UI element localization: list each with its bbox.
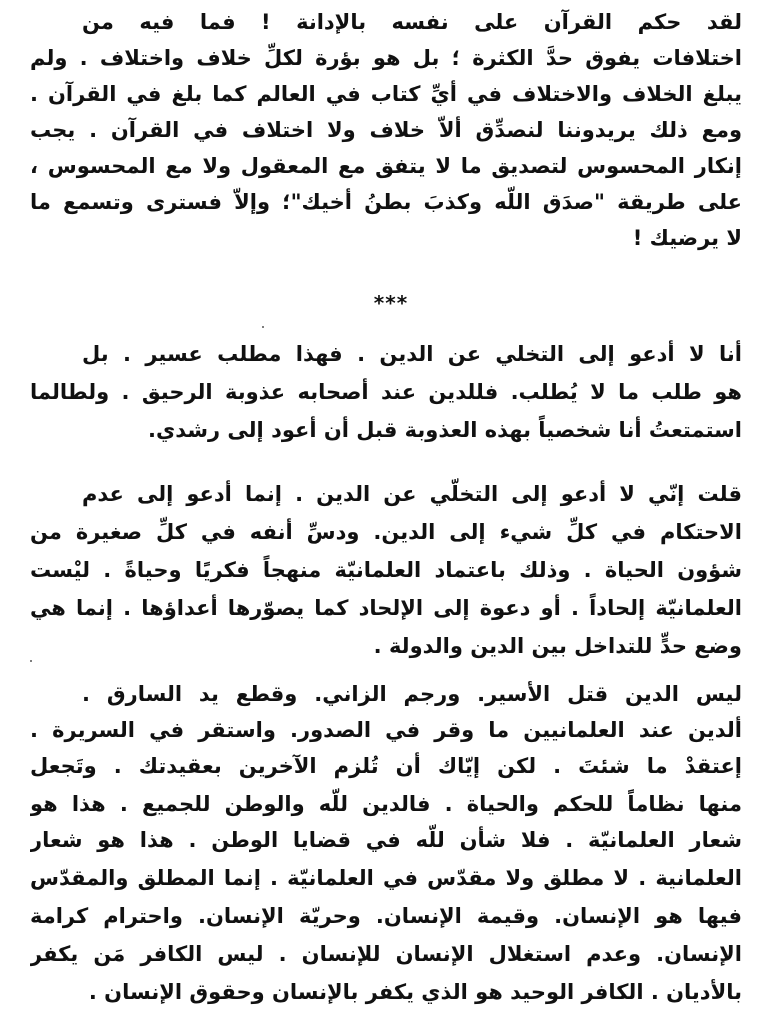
text-line: لقد حكم القرآن على نفسه بالإدانة ! فما فيه من	[82, 10, 742, 34]
text-line: اختلافات يفوق حدَّ الكثرة ؛ بل هو بؤرة لكلِّ خلاف واختلاف . ولم	[30, 46, 742, 70]
text-line: الاحتكام في كلِّ شيء إلى الدين. ودسِّ أنفه في كلِّ صغيرة من	[30, 520, 742, 544]
text-line: لا يرضيك !	[632, 226, 742, 250]
text-line: على طريقة "صدَق اللّه وكذبَ بطنُ أخيك"؛ وإلاّ فسترى وتسمع ما	[30, 190, 742, 214]
text-line: شعار العلمانيّة . فلا شأن للّه في قضايا الوطن . هذا هو شعار	[30, 828, 742, 852]
text-line: وضع حدٍّ للتداخل بين الدين والدولة .	[373, 634, 742, 658]
text-line: منها نظاماً للحكم والحياة . فالدين للّه والوطن للجميع . هذا هو	[30, 792, 742, 816]
scan-speck	[30, 660, 32, 662]
text-line: شؤون الحياة . وذلك باعتماد العلمانيّة منهجاً فكريًا وحياةً . ليْست	[30, 558, 742, 582]
scan-speck	[262, 326, 264, 328]
text-line: بالأديان . الكافر الوحيد هو الذي يكفر بالإنسان وحقوق الإنسان .	[88, 980, 742, 1004]
text-line: إنكار المحسوس لتصديق ما لا يتفق مع المعقول ولا مع المحسوس ،	[30, 154, 742, 178]
text-line: إعتقدْ ما شئتَ . لكن إيّاك أن تُلزم الآخرين بعقيدتك . وتَجعل	[30, 754, 742, 778]
text-line: ليس الدين قتل الأسير. ورجم الزاني. وقطع يد السارق .	[82, 682, 742, 706]
text-line: ومع ذلك يريدوننا لنصدِّق ألاّ خلاف ولا اختلاف في القرآن . يجب	[30, 118, 742, 142]
text-line: الإنسان. وعدم استغلال الإنسان للإنسان . ليس الكافر مَن يكفر	[30, 942, 742, 966]
text-line: أنا لا أدعو إلى التخلي عن الدين . فهذا مطلب عسير . بل	[82, 342, 742, 366]
text-line: ألدين عند العلمانيين ما وقر في الصدور. واستقر في السريرة .	[30, 718, 742, 742]
text-line: فيها هو الإنسان. وقيمة الإنسان. وحريّة الإنسان. واحترام كرامة	[30, 904, 742, 928]
text-line: قلت إنّي لا أدعو إلى التخلّي عن الدين . إنما أدعو إلى عدم	[82, 482, 742, 506]
text-line: هو طلب ما لا يُطلب. فللدين عند أصحابه عذوبة الرحيق . ولطالما	[30, 380, 742, 404]
text-line: استمتعتُ أنا شخصياً بهذه العذوبة قبل أن أعود إلى رشدي.	[148, 418, 742, 442]
text-line: العلمانيّة إلحاداً . أو دعوة إلى الإلحاد كما يصوّرها أعداؤها . إنما هي	[30, 596, 742, 620]
text-line: يبلغ الخلاف والاختلاف في أيِّ كتاب في العالم كما بلغ في القرآن .	[30, 82, 742, 106]
section-separator: ***	[373, 291, 409, 315]
text-line: العلمانية . لا مطلق ولا مقدّس في العلمانيّة . إنما المطلق والمقدّس	[30, 866, 742, 890]
